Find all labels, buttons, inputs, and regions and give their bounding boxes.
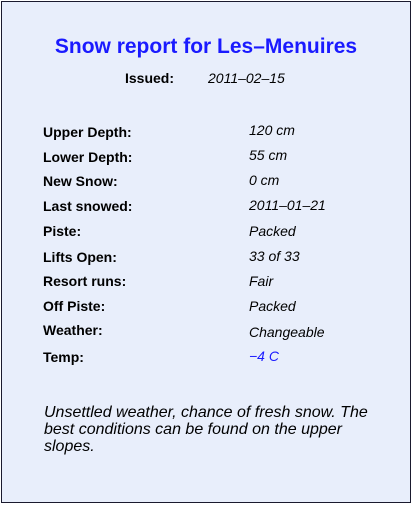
piste-label: Piste: — [43, 223, 82, 239]
lifts-open-value: 33 of 33 — [249, 248, 300, 264]
piste-value: Packed — [249, 223, 296, 239]
upper-depth-label: Upper Depth: — [43, 124, 132, 140]
report-summary: Unsettled weather, chance of fresh snow. The best conditions can be found on the upper slopes. — [44, 404, 368, 455]
off-piste-value: Packed — [249, 298, 296, 314]
last-snowed-label: Last snowed: — [43, 198, 133, 214]
snow-report-panel — [1, 1, 411, 503]
temp-value: −4 C — [249, 348, 279, 364]
lower-depth-value: 55 cm — [249, 147, 288, 163]
resort-runs-value: Fair — [249, 273, 274, 289]
report-title: Snow report for Les–Menuires — [54, 35, 358, 58]
lifts-open-label: Lifts Open: — [43, 249, 117, 265]
lower-depth-label: Lower Depth: — [43, 149, 133, 165]
weather-value: Changeable — [249, 324, 325, 340]
off-piste-label: Off Piste: — [43, 298, 106, 314]
new-snow-label: New Snow: — [43, 173, 118, 189]
temp-label: Temp: — [43, 349, 84, 365]
issued-label: Issued: — [125, 70, 175, 86]
issued-date: 2011–02–15 — [208, 70, 285, 86]
last-snowed-value: 2011–01–21 — [249, 197, 326, 213]
weather-label: Weather: — [43, 322, 103, 338]
resort-runs-label: Resort runs: — [43, 273, 127, 289]
new-snow-value: 0 cm — [249, 172, 280, 188]
upper-depth-value: 120 cm — [249, 122, 295, 138]
